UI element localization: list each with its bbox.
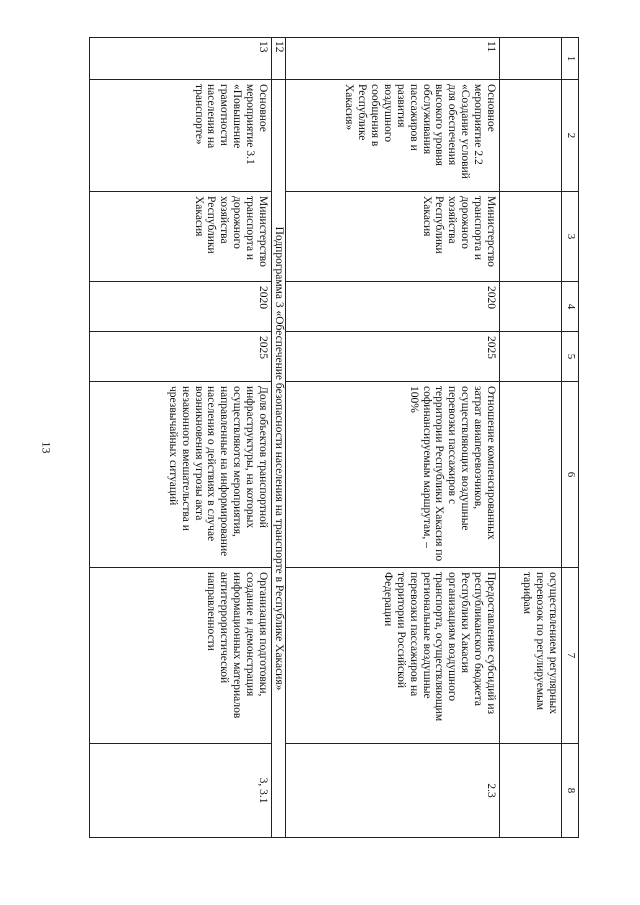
indicator: Доля объектов транспортной инфраструктуры, на которых осуществляются мероприятия, направленные на информирование населения о действиях в случае возникновения угрозы акта незаконного вмешательства и чрезвычайных ситуаций [90, 382, 272, 568]
continued-row [500, 38, 562, 838]
reference: 3, 3.1 [90, 744, 272, 838]
executor: Министерство транспорта и дорожного хозяйства Республики Хакасия [286, 192, 500, 282]
reference: 2.3 [286, 744, 500, 838]
col-header-5: 5 [562, 332, 579, 382]
row-number: 13 [90, 38, 272, 80]
col-header-4: 4 [562, 282, 579, 332]
content: Организация подготовки, создание и демонстрация информационных материалов антитеррористической направленности [90, 568, 272, 744]
col-header-8: 8 [562, 744, 579, 838]
col-header-1: 1 [562, 38, 579, 80]
col-header-7: 7 [562, 568, 579, 744]
col-header-3: 3 [562, 192, 579, 282]
end-year: 2025 [286, 332, 500, 382]
column-number-row [562, 38, 579, 838]
end-year: 2025 [90, 332, 272, 382]
col-header-2: 2 [562, 80, 579, 192]
executor: Министерство транспорта и дорожного хозяйства Республики Хакасия [90, 192, 272, 282]
activity-name: Основное мероприятие 3.1 «Повышение грамотности населения на транспорте» [90, 80, 272, 192]
start-year: 2020 [286, 282, 500, 332]
activity-name: Основное мероприятие 2.2 «Создание условий для обеспечения высокого уровня обслуживания пассажиров и развития воздушного сообщения в Республике Хакасия» [286, 80, 500, 192]
subprogram-row [272, 38, 286, 838]
continued-content: осуществлением регулярных перевозок по регулируемым тарифам [500, 568, 562, 744]
indicator: Отношение компенсированных затрат авиаперевозчиков, осуществляющих воздушные перевозки пассажиров с территории Республики Хакасия по софинансируемым маршрутам, – 100% [286, 382, 500, 568]
subprogram-title: Подпрограмма 3 «Обеспечение безопасности населения на транспорте в Республике Хакасия» [272, 80, 286, 838]
program-table [89, 37, 579, 838]
rotated-table-wrapper [89, 37, 579, 837]
col-header-6: 6 [562, 382, 579, 568]
page-number: 13 [39, 441, 54, 454]
row-number: 11 [286, 38, 500, 80]
start-year: 2020 [90, 282, 272, 332]
table-row-13 [90, 38, 272, 838]
content: Предоставление субсидий из республиканского бюджета Республики Хакасия организациям воздушного транспорта, осуществляющим региональные воздушные перевозки пассажиров на территории Российской Федерации [286, 568, 500, 744]
table-row-11 [286, 38, 500, 838]
row-number: 12 [272, 38, 286, 80]
